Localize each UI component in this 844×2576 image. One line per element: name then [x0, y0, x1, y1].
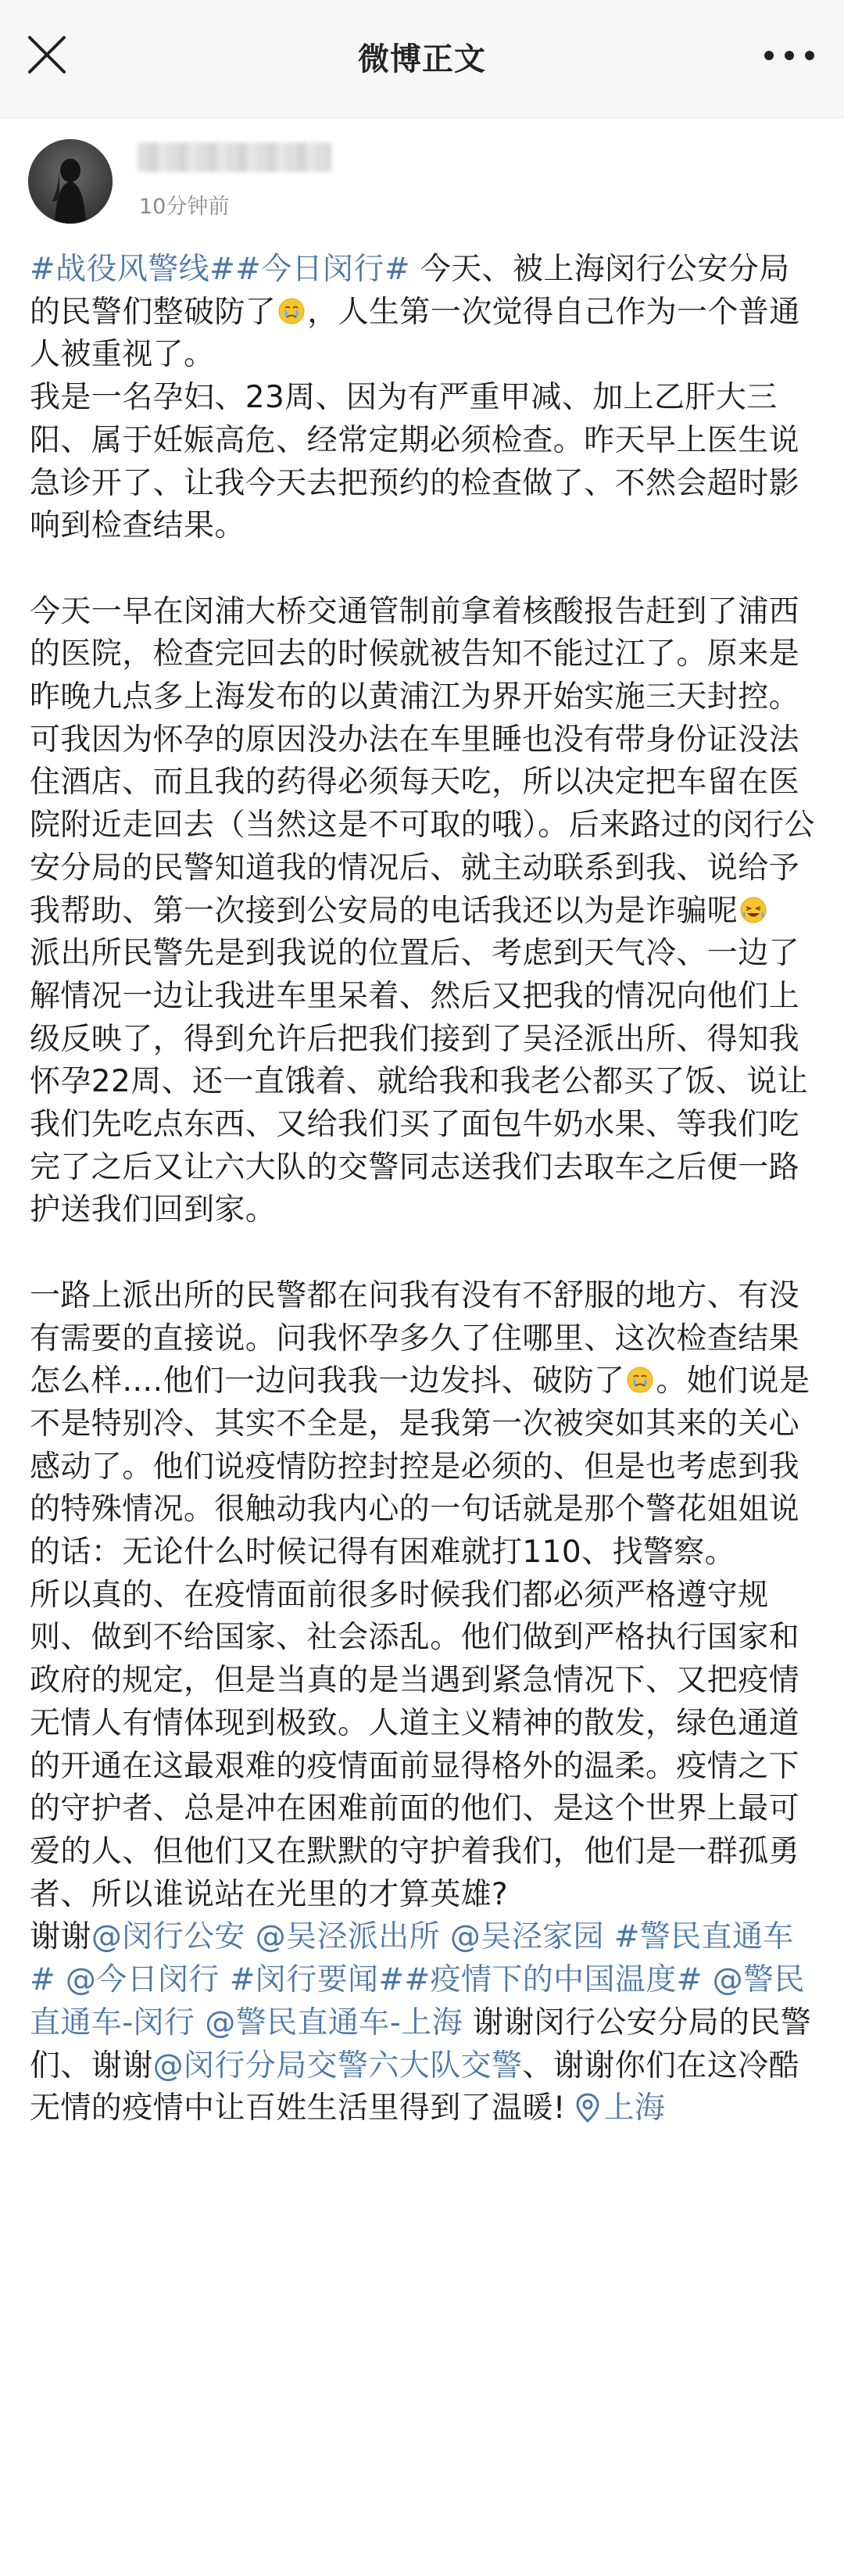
mention-link[interactable]: @今日闵行 [65, 1962, 220, 1998]
post-text: 、谢谢你们在这冷酷无情的疫情中让百姓生活里得到了温暖! [30, 2048, 800, 2126]
post-paragraph-4 [30, 719, 819, 933]
post-paragraph-2: 我是一名孕妇、23周、因为有严重甲减、加上乙肝大三阳、属于妊娠高危、经常定期必须检查。昨天早上医生说急诊开了、让我今天去把预约的检查做了、不然会超时影响到检查结果。 [30, 380, 800, 544]
post-paragraph-5: 派出所民警先是到我说的位置后、考虑到天气冷、一边了解情况一边让我进车里呆着、然后又把我的情况向他们上级反映了，得到允许后把我们接到了吴泾派出所、得知我怀孕22周、还一直饿着、就给我和我老公都买了饭、说让我们先吃点东西、又给我们买了面包牛奶水果、等我们吃完了之后又让六大队的交警同志送我们去取车之后便一路护送我们回到家。 [30, 936, 809, 1228]
post-text: 一路上派出所的民警都在问我有没有不舒服的地方、有没有需要的直接说。问我怀孕多久了住哪里、这次检查结果怎么样….他们一边问我我一边发抖、破防了 [30, 1277, 800, 1399]
post-text: 今天、被上海闵行公安分局的民警们整破防了 [30, 252, 790, 330]
hashtag-link[interactable]: #疫情下的中国温度# [404, 1962, 703, 1998]
paragraph-spacer [30, 1232, 819, 1275]
crying-face-emoji-icon [626, 1366, 654, 1394]
mention-link[interactable]: @警民直通车-上海 [205, 2005, 463, 2040]
post-paragraph-3: 今天一早在闵浦大桥交通管制前拿着核酸报告赶到了浦西的医院，检查完回去的时候就被告知不能过江了。原来是昨晚九点多上海发布的以黄浦江为界开始实施三天封控。 [30, 593, 800, 715]
hashtag-link[interactable]: #战役风警线# [30, 252, 236, 287]
avatar[interactable] [28, 139, 113, 224]
post-author [28, 139, 817, 227]
post-paragraph-1 [30, 249, 819, 377]
laughing-emoji-icon [739, 896, 767, 924]
post-timestamp: 10分钟前 [139, 195, 230, 219]
mention-link[interactable]: @吴泾家园 [449, 1919, 604, 1955]
post-text: ，人生第一次觉得自己作为一个普通人被重视了。 [30, 294, 800, 373]
username-blurred[interactable] [138, 142, 331, 172]
page-title: 微博正文 [358, 41, 486, 77]
post-text: 谢谢 [30, 1919, 91, 1955]
location-link[interactable] [576, 2091, 666, 2126]
hashtag-link[interactable]: #警民直通车# [30, 1919, 794, 1998]
post-text: 可我因为怀孕的原因没办法在车里睡也没有带身份证没法住酒店、而且我的药得必须每天吃，所以决定把车留在医院附近走回去（当然这是不可取的哦）。后来路过的闵行公安分局的民警知道我的情况后、就主动联系到我、说给予我帮助、第一次接到公安局的电话我还以为是诈骗呢 [30, 722, 815, 929]
more-button[interactable] [761, 44, 817, 67]
location-label: 上海 [603, 2091, 666, 2126]
more-icon [761, 44, 817, 67]
hashtag-link[interactable]: #闵行要闻# [229, 1962, 405, 1998]
post-paragraph-7: 所以真的、在疫情面前很多时候我们都必须严格遵守规则、做到不给国家、社会添乱。他们做到严格执行国家和政府的规定，但是当真的是当遇到紧急情况下、又把疫情无情人有情体现到极致。人道主义精神的散发，绿色通道的开通在这最艰难的疫情面前显得格外的温柔。疫情之下的守护者、总是冲在困难前面的他们、是这个世界上最可爱的人、但他们又在默默的守护着我们，他们是一群孤勇者、所以谁说站在光里的才算英雄? [30, 1577, 800, 1912]
post-body [30, 249, 819, 2130]
crying-face-emoji-icon [277, 297, 306, 325]
mention-link[interactable]: @闵行公安 [91, 1919, 245, 1955]
mention-link[interactable]: @警民直通车-闵行 [30, 1962, 805, 2040]
post-paragraph-6 [30, 1275, 819, 1575]
hashtag-link[interactable]: #今日闵行# [235, 252, 410, 287]
mention-link[interactable]: @吴泾派出所 [255, 1919, 441, 1955]
post-paragraph-8 [30, 1916, 819, 2130]
post-text: 。她们说是不是特别冷、其实不全是，是我第一次被突如其来的关心感动了。他们说疫情防控封控是必须的、但是也考虑到我的特殊情况。很触动我内心的一句话就是那个警花姐姐说的话：无论什么时候记得有困难就打110、找警察。 [30, 1363, 810, 1571]
mention-link[interactable]: @闵行分局交警六大队交警 [152, 2048, 523, 2083]
location-pin-icon [576, 2093, 599, 2123]
avatar-image [28, 139, 113, 224]
paragraph-spacer [30, 548, 819, 591]
top-nav-bar [0, 0, 844, 118]
post-text: 谢谢闵行公安分局的民警们、谢谢 [30, 2005, 812, 2083]
